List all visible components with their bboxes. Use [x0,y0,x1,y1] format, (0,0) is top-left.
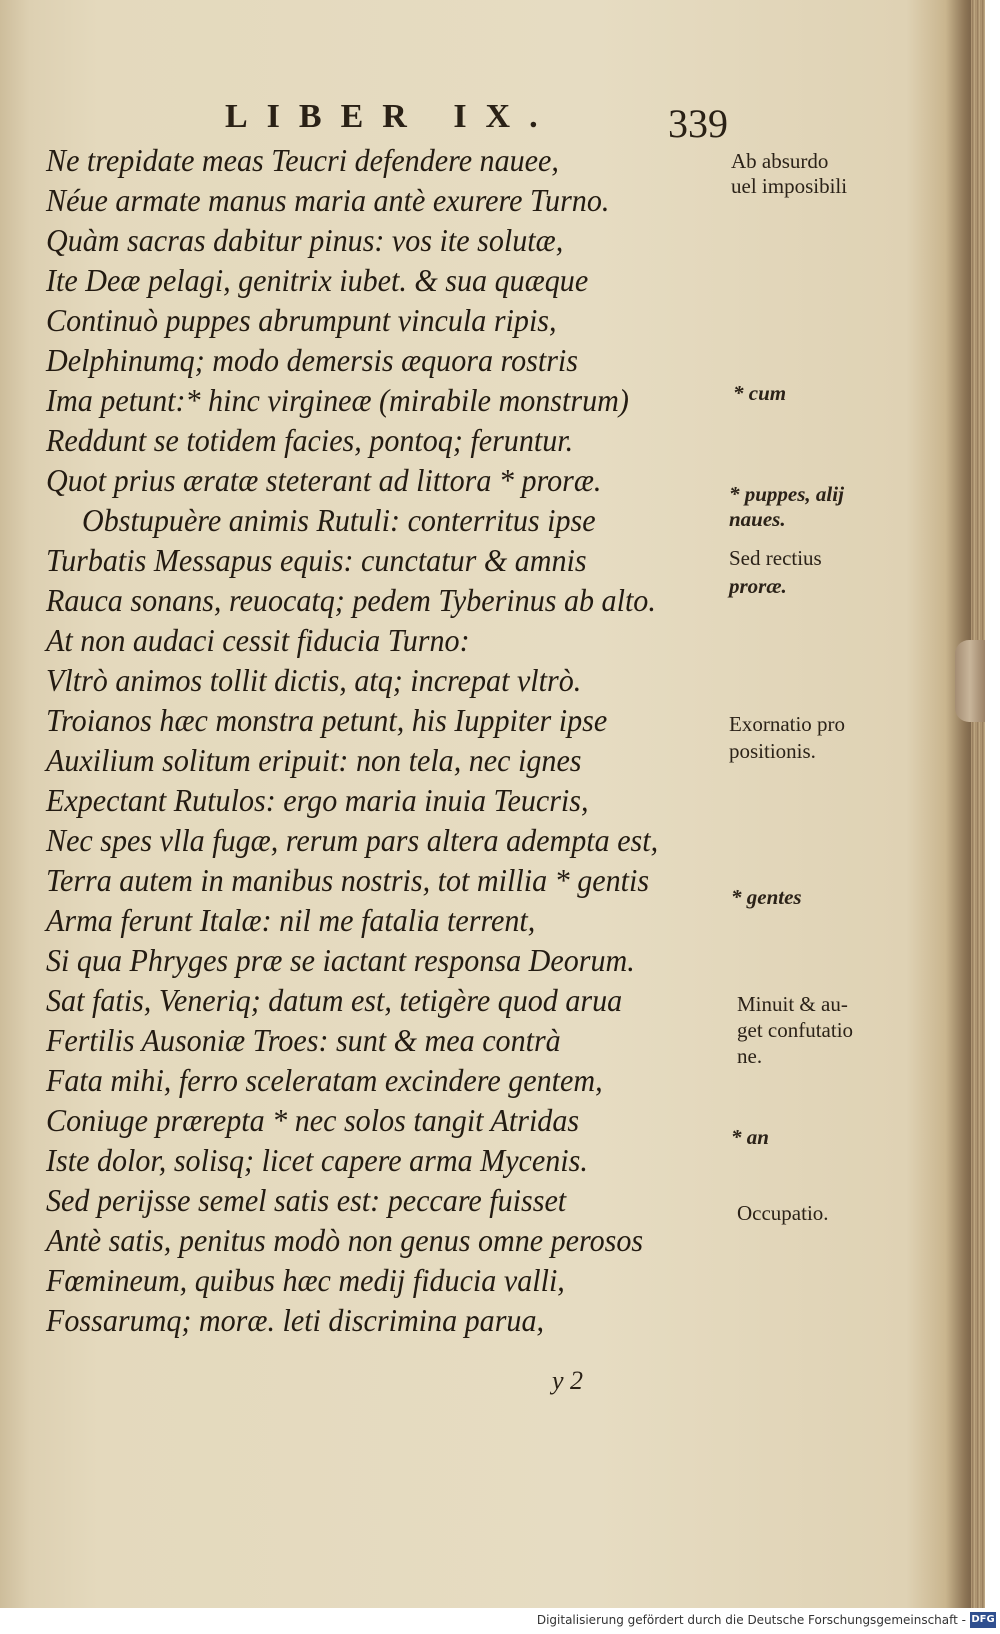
verse-line: Terra autem in manibus nostris, tot millia * gentis [46,862,650,898]
verse-line: Nec spes vlla fugæ, rerum pars altera adempta est, [46,822,659,858]
margin-note: naues. [729,507,786,531]
footer-credit: Digitalisierung gefördert durch die Deutsche Forschungsgemeinschaft - [536,1613,966,1627]
running-head: LIBER IX. [225,98,557,135]
margin-note: proræ. [729,574,787,598]
verse-line: Auxilium solitum eripuit: non tela, nec ignes [46,742,582,778]
page-edge [971,0,985,1608]
margin-note: uel imposibili [731,174,848,198]
verse-line: Sed perijsse semel satis est: peccare fuisset [46,1182,567,1218]
verse-line: Coniuge prærepta * nec solos tangit Atridas [46,1102,580,1138]
margin-note: ne. [737,1044,763,1068]
verse-line: Néue armate manus maria antè exurere Turno. [46,182,610,218]
verse-line: Expectant Rutulos: ergo maria inuia Teucris, [46,782,589,818]
margin-note: positionis. [729,739,816,763]
margin-note: * cum [733,381,787,405]
verse-line: Fossarumq; moræ. leti discrimina parua, [46,1302,545,1338]
verse-line: Si qua Phryges præ se iactant responsa Deorum. [46,942,635,978]
verse-line: Turbatis Messapus equis: cunctatur & amnis [46,542,587,578]
verse-line: Fœmineum, quibus hæc medij fiducia valli, [46,1262,565,1298]
margin-note: Ab absurdo [731,149,829,173]
margin-note: Sed rectius [729,546,822,570]
margin-note: Exornatio pro [729,712,846,736]
verse-line: Rauca sonans, reuocatq; pedem Tyberinus ab alto. [46,582,656,618]
verse-line: Ne trepidate meas Teucri defendere nauee, [46,142,559,178]
margin-note: * gentes [731,885,802,909]
verse-line: Continuò puppes abrumpunt vincula ripis, [46,302,557,338]
dfg-logo-icon: DFG [970,1612,996,1628]
book-clasp [955,640,985,722]
margin-note: * an [731,1125,769,1149]
verse-line: Delphinumq; modo demersis æquora rostris [46,342,578,378]
verse-line: Vltrò animos tollit dictis, atq; increpat vltrò. [46,662,582,698]
verse-line: Quàm sacras dabitur pinus: vos ite solutæ, [46,222,564,258]
margin-note: get confutatio [737,1018,854,1042]
page-number: 339 [668,101,728,146]
margin-note: * puppes, alij [729,482,844,506]
verse-line: Reddunt se totidem facies, pontoq; feruntur. [46,422,574,458]
verse-line: Iste dolor, solisq; licet capere arma Mycenis. [46,1142,588,1178]
verse-line: Arma ferunt Italæ: nil me fatalia terrent, [46,902,536,938]
verse-line: Ima petunt:* hinc virgineæ (mirabile monstrum) [46,382,629,418]
signature-mark: y 2 [552,1366,584,1395]
margin-note: Minuit & au- [737,992,848,1016]
verse-line: Ite Deæ pelagi, genitrix iubet. & sua quæque [46,262,589,298]
margin-note: Occupatio. [737,1201,829,1225]
verse-line: At non audaci cessit fiducia Turno: [46,622,470,658]
verse-line: Quot prius æratæ steterant ad littora * proræ. [46,462,602,498]
verse-line: Troianos hæc monstra petunt, his Iuppiter ipse [46,702,608,738]
verse-line: Obstupuère animis Rutuli: conterritus ipse [82,502,596,538]
verse-line: Fertilis Ausoniæ Troes: sunt & mea contrà [46,1022,561,1058]
verse-line: Fata mihi, ferro sceleratam excindere gentem, [46,1062,603,1098]
verse-line: Sat fatis, Veneriq; datum est, tetigère quod arua [46,982,623,1018]
digitization-footer [0,1608,1000,1634]
verse-line: Antè satis, penitus modò non genus omne perosos [46,1222,644,1258]
